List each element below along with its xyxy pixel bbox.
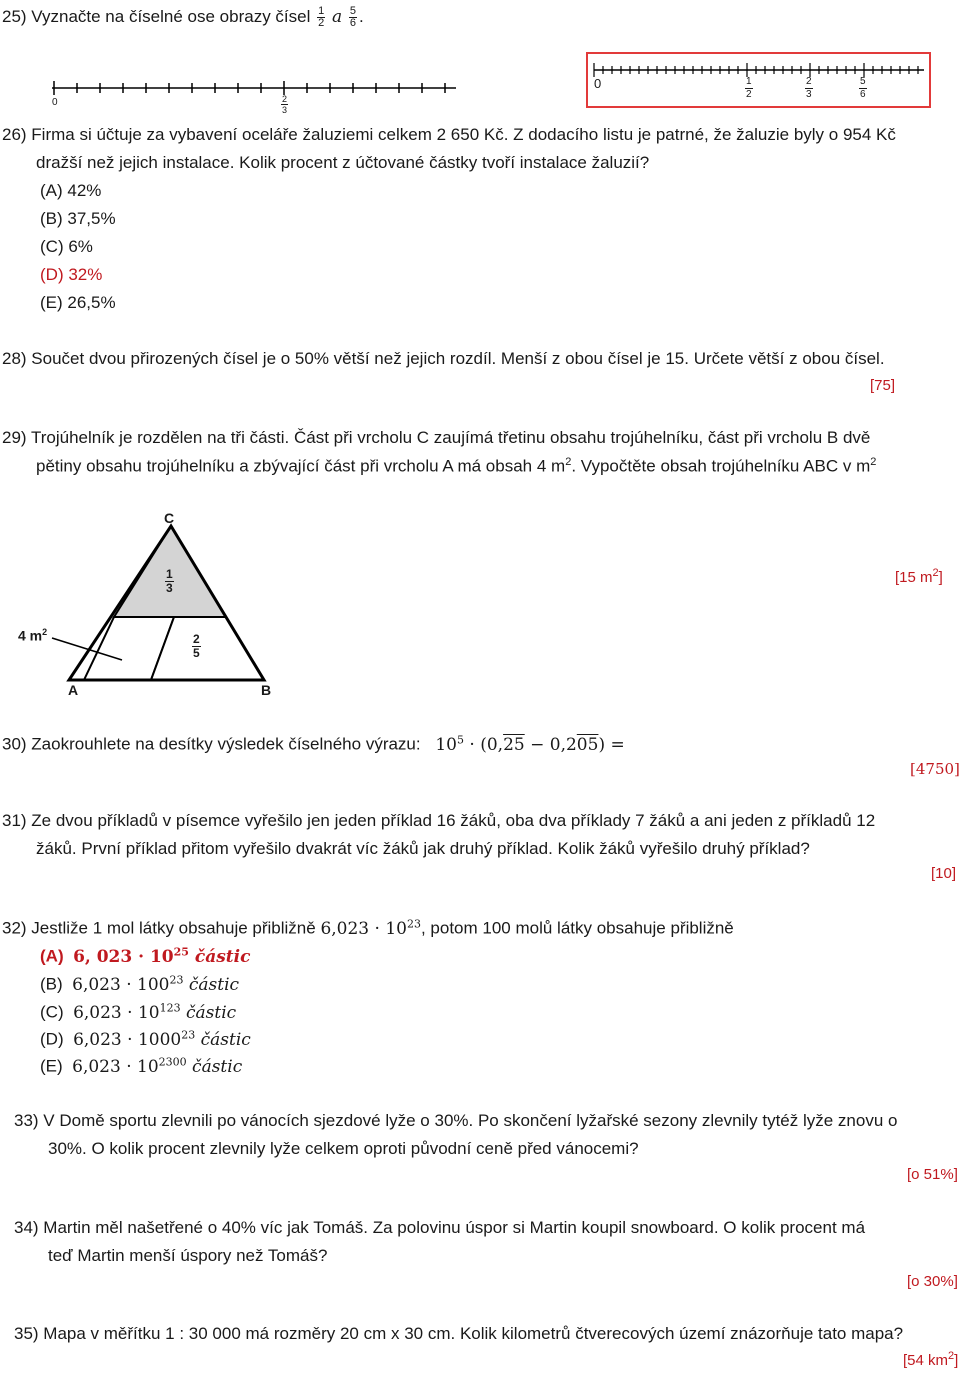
q32-option-a-correct: (A) 6, $023 \cdot 10^{25}$ částic bbox=[40, 945, 251, 967]
q26-option-b: (B) 37,5% bbox=[40, 209, 116, 228]
triangle-figure bbox=[14, 510, 304, 700]
q26-line-1: 26) Firma si účtuje za vybavení oceláře žaluziemi celkem 2 650 Kč. Z dodacího listu je patrné, že žaluzie byly o 954 Kč bbox=[2, 125, 896, 144]
number-line-left-label: $\frac{2}{3}$ bbox=[282, 94, 288, 115]
number-line-right-label-2: $\frac{2}{3}$ bbox=[806, 76, 812, 100]
q31-line-2: žáků. První příklad přitom vyřešilo dvakrát víc žáků jak druhý příklad. Kolik žáků vyřešilo druhý příklad? bbox=[36, 839, 810, 858]
q33-line-2: 30%. O kolik procent zlevnily lyže celkem oproti původní ceně před vánocemi? bbox=[48, 1139, 639, 1158]
q26-line-2: dražší než jejich instalace. Kolik procent z účtované částky tvoří instalace žaluzií? bbox=[36, 153, 650, 172]
area-label: 4 $m^2$ bbox=[18, 627, 48, 644]
number-line-right-zero: 0 bbox=[594, 76, 602, 91]
number-line-right bbox=[590, 60, 926, 80]
vertex-c-label: C bbox=[164, 510, 175, 526]
q31-answer: [10] bbox=[931, 865, 957, 882]
q30-answer: [4750] bbox=[910, 760, 960, 778]
vertex-b-label: B bbox=[261, 682, 272, 698]
vertex-a-label: A bbox=[68, 682, 79, 698]
q33-answer: [o 51%] bbox=[907, 1166, 958, 1183]
number-line-right-label-1: $\frac{1}{2}$ bbox=[746, 76, 752, 100]
q29-line-1: 29) Trojúhelník je rozdělen na tři části. Část při vrcholu C zaujímá třetinu obsahu trojúhelníku, část při vrcholu B dvě bbox=[2, 428, 871, 447]
q25-fraction-2: $\frac{5}{6}$ bbox=[349, 5, 356, 29]
q32-prompt: 32) Jestliže 1 mol látky obsahuje přibližně $6,023 \cdot 10^{23}$, potom 100 molů látky obsahuje přibližně bbox=[2, 917, 734, 939]
q28-text: 28) Součet dvou přirozených čísel je o 50% větší než jejich rozdíl. Menší z obou čísel je 15. Určete větší z obou čísel. bbox=[2, 349, 885, 368]
q25-text: 25) Vyznačte na číselné ose obrazy čísel bbox=[2, 6, 311, 26]
q26-option-c: (C) 6% bbox=[40, 237, 93, 256]
q32-option-e: (E) $6,023 \cdot 10^{2300}$ částic bbox=[40, 1055, 243, 1077]
part-c-fraction: $\frac{1}{3}$ bbox=[166, 567, 173, 595]
q31-line-1: 31) Ze dvou příkladů v písemce vyřešilo jen jeden příklad 16 žáků, oba dva příklady 7 žáků a ani jeden z příkladů 12 bbox=[2, 811, 876, 830]
q32-option-d: (D) $6,023 \cdot 1000^{23}$ částic bbox=[40, 1028, 251, 1050]
q35-answer: [54 $km^2$] bbox=[903, 1350, 959, 1369]
q34-answer: [o 30%] bbox=[907, 1273, 958, 1290]
q34-line-1: 34) Martin měl našetřené o 40% víc jak Tomáš. Za polovinu úspor si Martin koupil snowboard. O kolik procent má bbox=[14, 1218, 866, 1237]
q29-line-2: pětiny obsahu trojúhelníku a zbývající část při vrcholu A má obsah 4 $m^2$. Vypočtěte obsah trojúhelníku ABC v $m^2$ bbox=[36, 456, 877, 476]
q25-a: a bbox=[331, 6, 343, 27]
part-b-fraction: $\frac{2}{5}$ bbox=[193, 632, 200, 660]
q35-text: 35) Mapa v měřítku 1 : 30 000 má rozměry 20 cm x 30 cm. Kolik kilometrů čtverecových území znázorňuje tato mapa? bbox=[14, 1324, 904, 1343]
q30-prompt: 30) Zaokrouhlete na desítky výsledek číselného výrazu: $10^5 \cdot (0,25 - 0,205)$ = bbox=[2, 733, 625, 755]
q28-answer: [75] bbox=[870, 377, 896, 394]
number-line-left-zero: 0 bbox=[52, 97, 58, 108]
q26-option-a: (A) 42% bbox=[40, 181, 102, 200]
q33-line-1: 33) V Domě sportu zlevnili po vánocích sjezdové lyže o 30%. Po skončení lyžařské sezony zlevnily tytéž lyže znovu o bbox=[14, 1111, 898, 1130]
number-line-left bbox=[50, 78, 460, 122]
q25-fraction-1: $\frac{1}{2}$ bbox=[318, 5, 325, 29]
number-line-right-label-3: $\frac{5}{6}$ bbox=[860, 76, 866, 100]
q34-line-2: teď Martin menší úspory než Tomáš? bbox=[48, 1246, 328, 1265]
q26-option-e: (E) 26,5% bbox=[40, 293, 116, 312]
q25-prompt: 25) Vyznačte na číselné ose obrazy čísel $\frac{1}{2}$ a $\frac{5}{6}$ . bbox=[2, 5, 364, 29]
q32-option-c: (C) $6,023 \cdot 10^{123}$ částic bbox=[40, 1001, 237, 1023]
q32-option-b: (B) $6,023 \cdot 100^{23}$ částic bbox=[40, 973, 240, 995]
q29-answer: [15 $m^2$] bbox=[895, 567, 943, 586]
q26-option-d-correct: (D) 32% bbox=[40, 265, 103, 284]
